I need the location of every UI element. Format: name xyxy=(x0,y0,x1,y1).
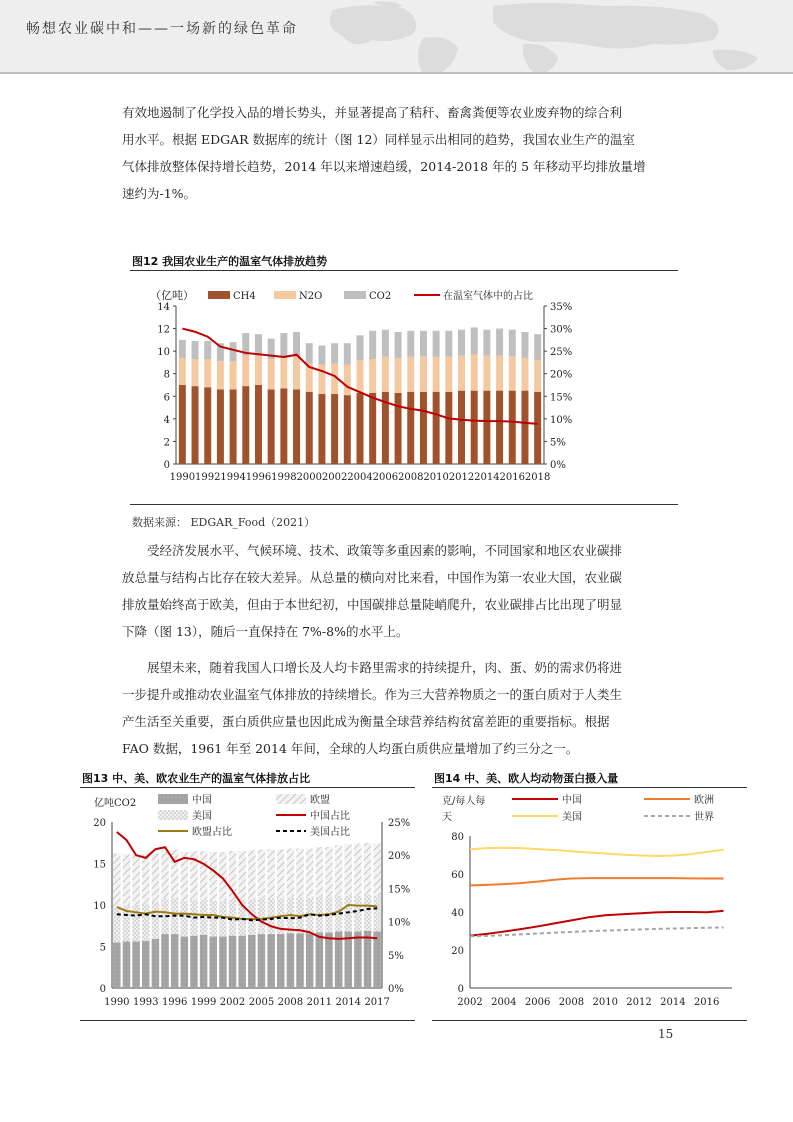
bar-co2-1996 xyxy=(255,334,262,354)
figure-12-chart xyxy=(130,280,590,490)
text-line: 有效地遏制了化学投入品的增长势头，并显著提高了秸秆、畜禽粪便等农业废弃物的综合利 xyxy=(122,105,623,120)
y2-tick-label: 25% xyxy=(388,818,411,829)
bar-2-1990 xyxy=(113,854,121,907)
bar-n2o-2006 xyxy=(382,357,389,392)
x-tick-label: 2008 xyxy=(398,472,424,483)
bar-ch4-1998 xyxy=(280,388,287,464)
y-tick-label: 2 xyxy=(163,437,170,449)
bar-co2-2008 xyxy=(407,331,414,357)
bar-0-2013 xyxy=(335,932,343,988)
y-tick-label: 10 xyxy=(93,901,106,912)
x-tick-label: 2006 xyxy=(372,472,399,483)
x-tick-label: 2004 xyxy=(491,997,517,1008)
bar-ch4-2016 xyxy=(509,391,516,464)
x-tick-label: 2010 xyxy=(423,472,449,483)
y-axis-unit: 亿吨CO2 xyxy=(94,798,137,809)
bar-0-1994 xyxy=(152,939,160,988)
x-tick-label: 2012 xyxy=(448,472,475,483)
bar-1-2006 xyxy=(267,898,275,934)
header-rule xyxy=(0,72,793,74)
bar-n2o-2012 xyxy=(458,356,465,391)
x-tick-label: 1996 xyxy=(161,997,188,1008)
x-tick-label: 2006 xyxy=(524,997,551,1008)
bar-0-2008 xyxy=(287,933,295,988)
bar-1-1994 xyxy=(152,903,160,940)
bar-co2-1991 xyxy=(192,341,199,359)
x-tick-label: 1994 xyxy=(220,472,246,483)
figure-12-top-rule xyxy=(130,270,678,271)
bar-co2-2002 xyxy=(331,343,338,363)
bar-0-1990 xyxy=(113,942,121,988)
bar-ch4-1995 xyxy=(242,386,249,464)
y2-tick-label: 35% xyxy=(550,302,573,313)
bar-0-2014 xyxy=(344,932,352,988)
y2-tick-label: 10% xyxy=(550,414,573,426)
header-title: 畅想农业碳中和——一场新的绿色革命 xyxy=(26,21,298,37)
legend-swatch-1 xyxy=(158,810,188,820)
bar-1-2000 xyxy=(209,901,217,937)
y-axis-unit: 克/每人每 xyxy=(442,796,486,807)
bar-0-2000 xyxy=(209,937,217,988)
bar-co2-2005 xyxy=(369,331,376,359)
figure-13-top-rule xyxy=(80,787,415,788)
x-tick-label: 2002 xyxy=(457,997,483,1008)
x-tick-label: 2011 xyxy=(306,997,333,1008)
bar-n2o-2004 xyxy=(357,360,364,393)
x-tick-label: 1992 xyxy=(194,472,221,483)
bar-n2o-2017 xyxy=(521,358,528,391)
bar-n2o-1994 xyxy=(230,361,237,389)
bar-n2o-1991 xyxy=(192,359,199,386)
y-tick-label: 60 xyxy=(451,870,464,881)
bar-2-2005 xyxy=(258,849,266,898)
legend-label-2: 欧盟 xyxy=(310,795,330,806)
bar-co2-1998 xyxy=(280,333,287,357)
y-tick-label: 20 xyxy=(93,818,106,829)
y-tick-label: 14 xyxy=(157,302,170,313)
bar-co2-2000 xyxy=(306,343,313,363)
bar-n2o-1992 xyxy=(204,359,211,387)
bar-2-1995 xyxy=(161,850,169,898)
bar-n2o-2013 xyxy=(471,355,478,391)
text-line: 放总量与结构占比存在较大差异。从总量的横向对比来看，中国作为第一农业大国，农业碳 xyxy=(122,570,623,585)
bar-ch4-2012 xyxy=(458,391,465,464)
bar-n2o-2001 xyxy=(318,365,325,394)
bar-0-1996 xyxy=(171,934,179,988)
bar-2-2015 xyxy=(354,844,362,896)
bar-1-1990 xyxy=(113,907,121,943)
bar-0-2005 xyxy=(258,934,266,988)
bar-0-1995 xyxy=(161,934,169,988)
text-line: 产生活至关重要，蛋白质供应量也因此成为衡量全球营养结构贫富差距的重要指标。根据 xyxy=(122,714,610,729)
bar-co2-2007 xyxy=(395,332,402,358)
bar-2-2006 xyxy=(267,849,275,898)
bar-2-1994 xyxy=(152,854,160,903)
bar-1-2016 xyxy=(364,895,372,931)
x-tick-label: 1996 xyxy=(245,472,272,483)
bar-1-2017 xyxy=(373,896,381,932)
x-tick-label: 1998 xyxy=(271,472,297,483)
bar-co2-1994 xyxy=(230,342,237,361)
bar-1-2001 xyxy=(219,901,227,937)
y2-tick-label: 0% xyxy=(388,984,404,995)
x-tick-label: 2008 xyxy=(558,997,585,1008)
text-line: 用水平。根据 EDGAR 数据库的统计（图 12）同样显示出相同的趋势，我国农业生产的温室 xyxy=(122,132,635,147)
bar-0-2006 xyxy=(267,934,275,988)
bar-1-1993 xyxy=(142,904,150,941)
y-tick-label: 15 xyxy=(93,859,106,871)
legend-swatch-n2o xyxy=(274,291,296,299)
bar-co2-2004 xyxy=(357,335,364,360)
x-tick-label: 2010 xyxy=(592,997,618,1008)
bar-ch4-2003 xyxy=(344,395,351,464)
bar-co2-2011 xyxy=(445,331,452,357)
text-line: 下降（图 13），随后一直保持在 7%-8%的水平上。 xyxy=(122,624,409,639)
legend-label-co2: CO2 xyxy=(369,291,392,302)
bar-2-1991 xyxy=(123,854,131,905)
x-tick-label: 2005 xyxy=(248,997,275,1008)
bar-n2o-2018 xyxy=(534,360,541,392)
bar-n2o-2008 xyxy=(407,357,414,392)
text-line: 气体排放整体保持增长趋势，2014 年以来增速趋缓，2014-2018 年的 5 年移动平均排放量增 xyxy=(122,159,646,174)
bar-ch4-2002 xyxy=(331,394,338,464)
y-tick-label: 0 xyxy=(163,460,170,471)
page-header xyxy=(0,0,793,74)
bar-n2o-1993 xyxy=(217,361,224,389)
legend-label-0: 中国 xyxy=(562,795,582,806)
series-line-0 xyxy=(470,911,724,936)
text-line: 展望未来，随着我国人口增长及人均卡路里需求的持续提升，肉、蛋、奶的需求仍将进 xyxy=(147,660,623,675)
y2-tick-label: 15% xyxy=(388,884,411,896)
bar-ch4-1997 xyxy=(268,390,275,464)
bar-co2-1992 xyxy=(204,341,211,359)
bar-ch4-2001 xyxy=(318,394,325,464)
y2-tick-label: 5% xyxy=(388,950,404,962)
bar-ch4-1999 xyxy=(293,390,300,464)
bar-1-1997 xyxy=(181,901,189,937)
bar-n2o-2005 xyxy=(369,359,376,393)
bar-ch4-2018 xyxy=(534,392,541,464)
bar-ch4-1994 xyxy=(230,390,237,464)
bar-n2o-2016 xyxy=(509,357,516,391)
x-tick-label: 2012 xyxy=(626,997,652,1008)
bar-2-2003 xyxy=(238,851,246,900)
x-tick-label: 2014 xyxy=(335,997,361,1008)
bar-ch4-1990 xyxy=(179,385,186,464)
bar-2-2004 xyxy=(248,850,256,899)
bar-co2-2015 xyxy=(496,329,503,356)
bar-ch4-2011 xyxy=(445,392,452,464)
bar-ch4-1993 xyxy=(217,390,224,464)
bar-n2o-1990 xyxy=(179,358,186,385)
text-line: 一步提升或推动农业温室气体排放的持续增长。作为三大营养物质之一的蛋白质对于人类生 xyxy=(122,687,623,702)
bar-co2-2009 xyxy=(420,331,427,357)
x-tick-label: 2002 xyxy=(219,997,246,1008)
bar-ch4-2005 xyxy=(369,393,376,464)
bar-ch4-2000 xyxy=(306,392,313,464)
bar-2-2000 xyxy=(209,852,217,901)
y2-tick-label: 20% xyxy=(550,369,573,381)
bar-2-2007 xyxy=(277,849,285,898)
bar-co2-2014 xyxy=(483,330,490,356)
bar-ch4-2015 xyxy=(496,391,503,464)
bar-ch4-1996 xyxy=(255,385,262,464)
bar-n2o-1996 xyxy=(255,355,262,385)
figure-13-bottom-rule xyxy=(80,1020,415,1021)
bar-ch4-1991 xyxy=(192,386,199,464)
bar-2-2014 xyxy=(344,844,352,895)
bar-n2o-1997 xyxy=(268,359,275,389)
x-tick-label: 1999 xyxy=(190,997,217,1008)
y2-tick-label: 0% xyxy=(550,460,566,471)
text-line: 排放量始终高于欧美，但由于本世纪初，中国碳排总量陡峭爬升，农业碳排占比出现了明显 xyxy=(122,597,623,612)
bar-co2-2017 xyxy=(521,332,528,358)
bar-n2o-2015 xyxy=(496,356,503,391)
bar-n2o-1999 xyxy=(293,357,300,390)
legend-swatch-co2 xyxy=(344,291,366,299)
bar-ch4-2010 xyxy=(433,392,440,464)
bar-2-2008 xyxy=(287,849,295,898)
bar-2-2011 xyxy=(316,847,324,897)
bar-n2o-1998 xyxy=(280,357,287,389)
bar-n2o-2014 xyxy=(483,356,490,391)
bar-0-2016 xyxy=(364,931,372,988)
bar-0-2007 xyxy=(277,934,285,988)
legend-label-0: 中国 xyxy=(192,795,212,806)
bar-co2-1990 xyxy=(179,340,186,358)
legend-label-share: 在温室气体中的占比 xyxy=(443,291,533,302)
bar-co2-2018 xyxy=(534,334,541,360)
x-tick-label: 2008 xyxy=(277,997,304,1008)
bar-0-1993 xyxy=(142,941,150,988)
data-source: 数据来源： EDGAR_Food（2021） xyxy=(132,516,316,529)
y-tick-label: 40 xyxy=(451,908,464,919)
legend-swatch-0 xyxy=(158,794,188,804)
bar-ch4-2004 xyxy=(357,393,364,464)
figure-14-title: 图14 中、美、欧人均动物蛋白摄入量 xyxy=(434,772,619,785)
bar-2-2016 xyxy=(364,843,372,895)
figure-12-bottom-rule xyxy=(130,504,678,505)
bar-n2o-2009 xyxy=(420,357,427,392)
bar-0-2010 xyxy=(306,933,314,988)
y-tick-label: 4 xyxy=(163,414,170,426)
y2-tick-label: 15% xyxy=(550,392,573,404)
legend-label-n2o: N2O xyxy=(299,291,323,302)
x-tick-label: 2000 xyxy=(296,472,322,483)
bar-0-2009 xyxy=(296,933,304,988)
x-tick-label: 2014 xyxy=(474,472,500,483)
x-tick-label: 1993 xyxy=(133,997,159,1008)
paragraph-2 xyxy=(122,537,682,645)
series-line-2 xyxy=(470,848,724,856)
x-tick-label: 2016 xyxy=(693,997,720,1008)
bar-0-2001 xyxy=(219,937,227,988)
y-tick-label: 10 xyxy=(157,347,170,359)
legend-label-3: 中国占比 xyxy=(310,811,350,822)
bar-2-2010 xyxy=(306,849,314,898)
page-number: 15 xyxy=(658,1027,674,1041)
text-line: 速约为-1%。 xyxy=(122,186,197,201)
bar-co2-2010 xyxy=(433,331,440,357)
bar-0-1991 xyxy=(123,942,131,988)
y2-tick-label: 10% xyxy=(388,917,411,929)
figure-14-top-rule xyxy=(432,787,747,788)
legend-label-4: 欧盟占比 xyxy=(192,827,232,838)
bar-2-1993 xyxy=(142,854,150,904)
bar-co2-2013 xyxy=(471,327,478,354)
bar-ch4-2014 xyxy=(483,391,490,464)
bar-2-2017 xyxy=(373,844,381,896)
figure-12-title: 图12 我国农业生产的温室气体排放趋势 xyxy=(132,255,328,268)
y2-tick-label: 20% xyxy=(388,851,411,863)
bar-1-1992 xyxy=(132,905,140,942)
series-line-1 xyxy=(470,878,724,885)
bar-0-2004 xyxy=(248,935,256,988)
bar-co2-2006 xyxy=(382,330,389,357)
bar-0-1999 xyxy=(200,935,208,988)
bar-co2-2012 xyxy=(458,330,465,356)
world-map-watermark xyxy=(273,0,793,74)
figure-13-title: 图13 中、美、欧农业生产的温室气体排放占比 xyxy=(82,772,311,785)
x-tick-label: 1990 xyxy=(104,997,130,1008)
bar-2-2013 xyxy=(335,845,343,896)
paragraph-1 xyxy=(122,99,682,207)
bar-2-2012 xyxy=(325,847,333,897)
figure-14-chart xyxy=(432,790,752,1015)
bar-ch4-2007 xyxy=(395,393,402,464)
x-tick-label: 2016 xyxy=(499,472,526,483)
x-tick-label: 2018 xyxy=(524,472,551,483)
bar-n2o-2003 xyxy=(344,365,351,395)
bar-0-1992 xyxy=(132,942,140,988)
legend-label-2: 美国 xyxy=(562,812,582,823)
y-tick-label: 5 xyxy=(99,942,106,954)
bar-0-2012 xyxy=(325,932,333,988)
legend-swatch-ch4 xyxy=(208,291,230,299)
legend-swatch-2 xyxy=(276,794,306,804)
bar-1-2015 xyxy=(354,896,362,932)
bar-ch4-1992 xyxy=(204,387,211,464)
bar-n2o-2011 xyxy=(445,357,452,392)
figure-13-chart xyxy=(80,790,420,1015)
bar-ch4-2017 xyxy=(521,391,528,464)
bar-0-2002 xyxy=(229,936,237,988)
y-tick-label: 20 xyxy=(451,946,464,957)
bar-2-1999 xyxy=(200,851,208,899)
bar-2-2009 xyxy=(296,849,304,898)
text-line: 受经济发展水平、气候环境、技术、政策等多重因素的影响，不同国家和地区农业碳排 xyxy=(147,543,623,558)
x-tick-label: 2002 xyxy=(321,472,348,483)
legend-label-5: 美国占比 xyxy=(310,827,350,838)
bar-co2-2001 xyxy=(318,346,325,365)
bar-0-1998 xyxy=(190,936,198,988)
x-tick-label: 1990 xyxy=(169,472,196,483)
bar-co2-2003 xyxy=(344,343,351,364)
y-axis-unit: （亿吨） xyxy=(150,289,194,302)
legend-label-ch4: CH4 xyxy=(233,291,256,302)
bar-n2o-2010 xyxy=(433,357,440,392)
figure-14-bottom-rule xyxy=(432,1020,747,1021)
bar-n2o-2007 xyxy=(395,358,402,393)
y2-tick-label: 25% xyxy=(550,347,573,359)
y-axis-unit-cont: 天 xyxy=(442,812,452,823)
x-tick-label: 2014 xyxy=(660,997,686,1008)
bar-0-1997 xyxy=(181,937,189,988)
bar-0-2011 xyxy=(316,932,324,988)
x-tick-label: 2004 xyxy=(347,472,373,483)
bar-0-2017 xyxy=(373,932,381,988)
y-tick-label: 0 xyxy=(457,984,464,995)
y2-tick-label: 30% xyxy=(550,324,573,336)
bar-ch4-2009 xyxy=(420,392,427,464)
legend-label-1: 欧洲 xyxy=(694,795,714,806)
y2-tick-label: 5% xyxy=(550,437,566,449)
text-line: FAO 数据，1961 年至 2014 年间，全球的人均蛋白质供应量增加了约三分之一。 xyxy=(122,741,579,756)
legend-label-3: 世界 xyxy=(694,812,714,823)
bar-ch4-2013 xyxy=(471,391,478,464)
paragraph-3 xyxy=(122,654,682,762)
legend-label-1: 美国 xyxy=(192,811,212,822)
y-tick-label: 8 xyxy=(163,369,170,381)
bar-co2-2016 xyxy=(509,330,516,357)
y-tick-label: 80 xyxy=(451,832,464,843)
bar-0-2015 xyxy=(354,932,362,988)
y-tick-label: 6 xyxy=(163,392,170,404)
bar-co2-1999 xyxy=(293,332,300,357)
y-tick-label: 12 xyxy=(157,324,170,336)
bar-1-2005 xyxy=(258,898,266,934)
bar-1-2014 xyxy=(344,896,352,932)
bar-n2o-1995 xyxy=(242,356,249,386)
x-tick-label: 2017 xyxy=(364,997,390,1008)
y-tick-label: 0 xyxy=(99,984,106,995)
bar-2-1992 xyxy=(132,854,140,905)
bar-ch4-2008 xyxy=(407,392,414,464)
bar-0-2003 xyxy=(238,936,246,988)
